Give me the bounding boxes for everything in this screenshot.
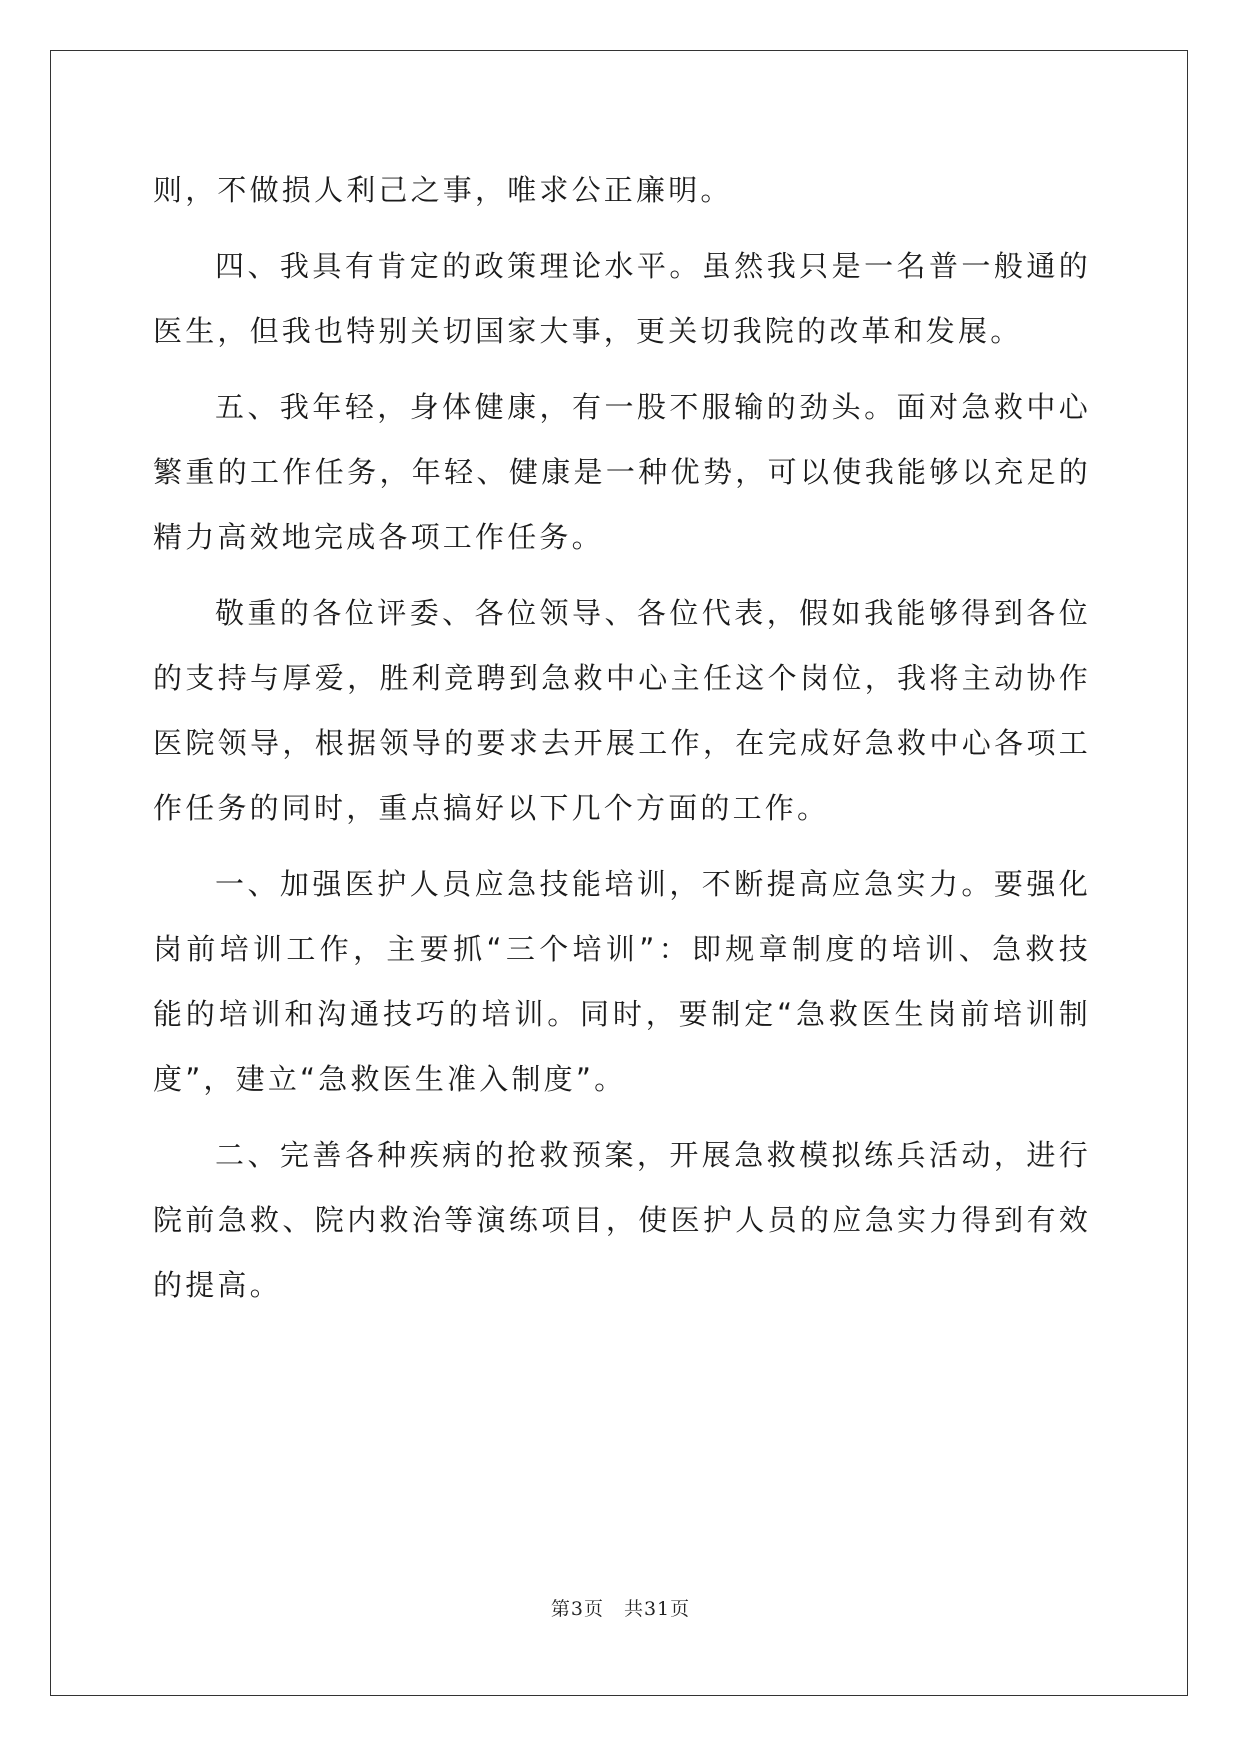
paragraph-3: 五、我年轻，身体健康，有一股不服输的劲头。面对急救中心繁重的工作任务，年轻、健康是一种优势，可以使我能够以充足的精力高效地完成各项工作任务。 [153,390,1091,554]
paragraph-6: 二、完善各种疾病的抢救预案，开展急救模拟练兵活动，进行院前急救、院内救治等演练项目，使医护人员的应急实力得到有效的提高。 [153,1138,1091,1302]
paragraph-2: 四、我具有肯定的政策理论水平。虽然我只是一名普一般通的医生，但我也特别关切国家大事，更关切我院的改革和发展。 [153,249,1091,348]
paragraph-4: 敬重的各位评委、各位领导、各位代表，假如我能够得到各位的支持与厚爱，胜利竞聘到急救中心主任这个岗位，我将主动协作医院领导，根据领导的要求去开展工作，在完成好急救中心各项工作任务的同时，重点搞好以下几个方面的工作。 [153,596,1091,825]
paragraph-5: 一、加强医护人员应急技能培训，不断提高应急实力。要强化岗前培训工作，主要抓“三个培训”：即规章制度的培训、急救技能的培训和沟通技巧的培训。同时，要制定“急救医生岗前培训制度”，建立“急救医生准入制度”。 [153,867,1091,1096]
document-body [153,158,1091,1329]
paragraph-1: 则，不做损人利己之事，唯求公正廉明。 [153,173,733,207]
page-number-footer: 第3页 共31页 [550,1598,691,1620]
